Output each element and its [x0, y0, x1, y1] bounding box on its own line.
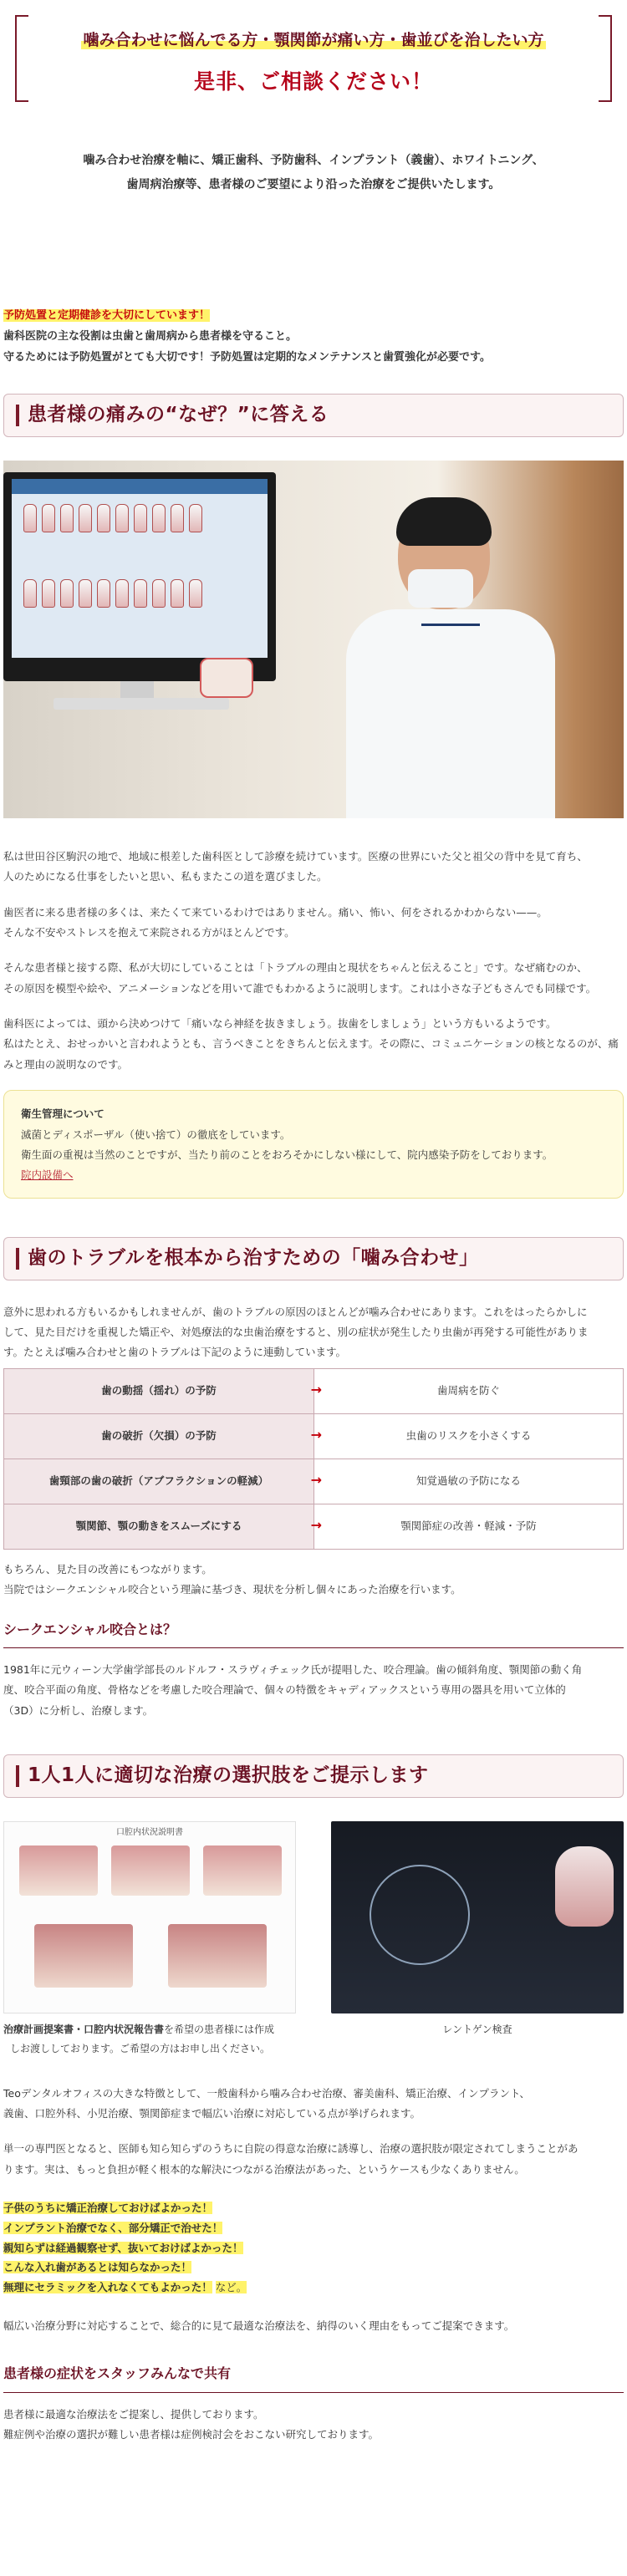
- intro-text: [23, 149, 604, 198]
- table-cell-cause: 歯の動揺（揺れ）の予防 →: [4, 1368, 314, 1413]
- prevention-line: 守るためには予防処置がとても大切です！予防処置は定期的なメンテナンスと歯質強化が必要です。: [3, 351, 491, 364]
- paragraph: 患者様に最適な治療法をご提案し、提供しております。 難症例や治療の選択が難しい患者様は症例検討会をおこない研究しております。: [3, 2407, 380, 2441]
- monitor-image: [3, 472, 276, 681]
- table-cell-cause: 歯頸部の歯の破折（アブフラクションの軽減） →: [4, 1459, 314, 1504]
- prevention-block: [3, 305, 624, 369]
- section1-body: [3, 847, 624, 1075]
- section-title: 1人1人に適切な治療の選択肢をご提示します: [28, 1764, 429, 1787]
- section-title: 歯のトラブルを根本から治すための「噛み合わせ」: [28, 1246, 479, 1269]
- table-row: [4, 1368, 624, 1413]
- paragraph: 私は世田谷区駒沢の地で、地域に根差した歯科医として診療を続けています。医療の世界にいた父と祖父の背中を見て育ち、 人のためになる仕事をしたいと思い、私もまたこの道を選びました。: [3, 849, 588, 883]
- paragraph: 歯科医によっては、頭から決めつけて「痛いなら神経を抜きましょう。抜歯をしましょう」という方もいるようです。 私はたとえ、おせっかいと言われようとも、言うべきことをきちんと伝えます。その際に、コミュニケーションの核となるのが、痛みと理由の説明なのです。: [3, 1017, 619, 1071]
- note-line: 衛生面の重視は当然のことですが、当たり前のことをおろそかにしない様にして、院内感染予防をしております。: [21, 1148, 553, 1161]
- intro-line: 歯周病治療等、患者様のご要望により沿った治療をご提供いたします。: [126, 178, 501, 192]
- hero-title: 是非、ご相談ください！: [193, 69, 433, 94]
- page-root: [0, 15, 627, 2445]
- paragraph: 歯医者に来る患者様の多くは、来たくて来ているわけではありません。痛い、怖い、何をされるかわからない——。 そんな不安やストレスを抱えて来院される方がほとんどです。: [3, 905, 548, 939]
- paragraph: 意外に思われる方もいるかもしれませんが、歯のトラブルの原因のほとんどが噛み合わせにあります。これをはったらかしに して、見た目だけを重視した矯正や、対処療法的な虫歯治療をすると、別の症状が発生したり虫歯が再発する可能性がありま す。たとえば噛み合わせと歯のトラブルは下記のように連動しています。: [3, 1305, 589, 1359]
- list-item: インプラント治療でなく、部分矯正で治せた！: [3, 2221, 223, 2234]
- list-item: こんな入れ歯があるとは知らなかった！: [3, 2261, 192, 2274]
- sequential-description: [3, 1660, 624, 1721]
- hero-subtitle: 噛み合わせに悩んでる方・顎関節が痛い方・歯並びを治したい方: [83, 31, 544, 49]
- table-row: [4, 1459, 624, 1504]
- arrow-icon: →: [310, 1427, 322, 1443]
- section-heading: [3, 1237, 624, 1280]
- xray-screen-image: [331, 1821, 624, 2013]
- table-cell-effect: 知覚過敏の予防になる: [314, 1459, 624, 1504]
- table-cell-effect: 歯周病を防ぐ: [314, 1368, 624, 1413]
- section2-after: [3, 1560, 624, 1601]
- intro-line: 噛み合わせ治療を軸に、矯正歯科、予防歯科、インプラント（義歯）、ホワイトニング、: [83, 154, 544, 167]
- list-item: 子供のうちに矯正治療しておけばよかった！: [3, 2202, 213, 2215]
- heading-bar: [16, 1765, 19, 1787]
- paragraph: 単一の専門医となると、医師も知ら知らずのうちに自院の得意な治療に誘導し、治療の選択肢が限定されてしまうことがあ ります。実は、もっと負担が軽く根本的な解決につながる治療法があった、というケースも少なくありません。: [3, 2142, 579, 2176]
- doctor-explaining-photo: [3, 461, 624, 818]
- subsection-title: シークエンシャル咬合とは？: [3, 1617, 624, 1648]
- paragraph: もちろん、見た目の改善にもつながります。 当院ではシークエンシャル咬合という理論に基づき、現状を分析し個々にあった治療を行います。: [3, 1562, 461, 1596]
- facility-link[interactable]: 院内設備へ: [21, 1168, 74, 1182]
- paragraph: そんな患者様と接する際、私が大切にしていることは「トラブルの理由と現状をちゃんと伝えること」です。なぜ痛むのか、 その原因を模型や絵や、アニメーションなどを用いて誰でもわかるように説明します。これは小さな子どもさんでも同様です。: [3, 961, 597, 995]
- monitor-screen: [12, 479, 268, 658]
- table-cell-effect: 顎関節症の改善・軽減・予防: [314, 1504, 624, 1549]
- section3-body: [3, 2084, 624, 2181]
- hero-banner: [15, 15, 612, 102]
- table-row: [4, 1504, 624, 1549]
- section2-body: [3, 1302, 624, 1363]
- table-row: [4, 1413, 624, 1459]
- heading-bar: [16, 1248, 19, 1270]
- hygiene-note: [3, 1090, 624, 1199]
- doctor-figure: [346, 501, 555, 818]
- table-cell-effect: 虫歯のリスクを小さくする: [314, 1413, 624, 1459]
- table-cell-cause: 歯の破折（欠損）の予防 →: [4, 1413, 314, 1459]
- arrow-icon: →: [310, 1517, 322, 1534]
- occlusion-table: [3, 1368, 624, 1550]
- prevention-line: 歯科医院の主な役割は虫歯と歯周病から患者様を守ること。: [3, 330, 298, 344]
- image-captions: [3, 2020, 624, 2059]
- section-heading: [3, 1754, 624, 1798]
- paragraph: 1981年に元ウィーン大学歯学部長のルドルフ・スラヴィチェック氏が提唱した、咬合理論。歯の傾斜角度、顎関節の動く角 度、咬合平面の角度、骨格などを考慮した咬合理論で、個々の特徴をキャディアックスという専用の器具を用いて立体的 （3D）に分析し、治療します。: [3, 1662, 583, 1717]
- heading-bar: [16, 405, 19, 426]
- arrow-icon: →: [310, 1472, 322, 1489]
- list-item: 無理にセラミックを入れなくてもよかった！ など。: [3, 2281, 247, 2294]
- note-title: 衛生管理について: [21, 1107, 104, 1121]
- dental-model: [200, 658, 253, 698]
- regret-list: [3, 2198, 624, 2298]
- section-heading: [3, 394, 624, 437]
- list-item: 親知らずは経過観察せず、抜いておけばよかった！: [3, 2241, 243, 2254]
- section4-body: [3, 2405, 624, 2446]
- section3-closing: [3, 2316, 624, 2336]
- section-title: 患者様の痛みの“なぜ？”に答える: [28, 403, 329, 425]
- caption-report: 治療計画提案書・口腔内状況報告書を希望の患者様には作成 しお渡ししております。ご希望の方はお申し出ください。: [3, 2024, 275, 2054]
- arrow-icon: →: [310, 1382, 322, 1398]
- note-line: 滅菌とディスポーザル（使い捨て）の徹底をしています。: [21, 1128, 291, 1141]
- prevention-headline: 予防処置と定期健診を大切にしています！: [3, 308, 211, 322]
- image-pair: [3, 1821, 624, 2013]
- oral-report-image: [3, 1821, 296, 2013]
- subsection-title: 患者様の症状をスタッフみんなで共有: [3, 2361, 624, 2392]
- paragraph: Teoデンタルオフィスの大きな特徴として、一般歯科から噛み合わせ治療、審美歯科、矯正治療、インプラント、 義歯、口腔外科、小児治療、顎関節症まで幅広い治療に対応している点が挙げられます。: [3, 2086, 530, 2120]
- paragraph: 幅広い治療分野に対応することで、総合的に見て最適な治療法を、納得のいく理由をもってご提案できます。: [3, 2319, 515, 2332]
- table-cell-cause: 顎関節、顎の動きをスムーズにする →: [4, 1504, 314, 1549]
- caption-xray: レントゲン検査: [442, 2024, 512, 2036]
- report-doc-title: 口腔内状況説明書: [116, 1828, 183, 1838]
